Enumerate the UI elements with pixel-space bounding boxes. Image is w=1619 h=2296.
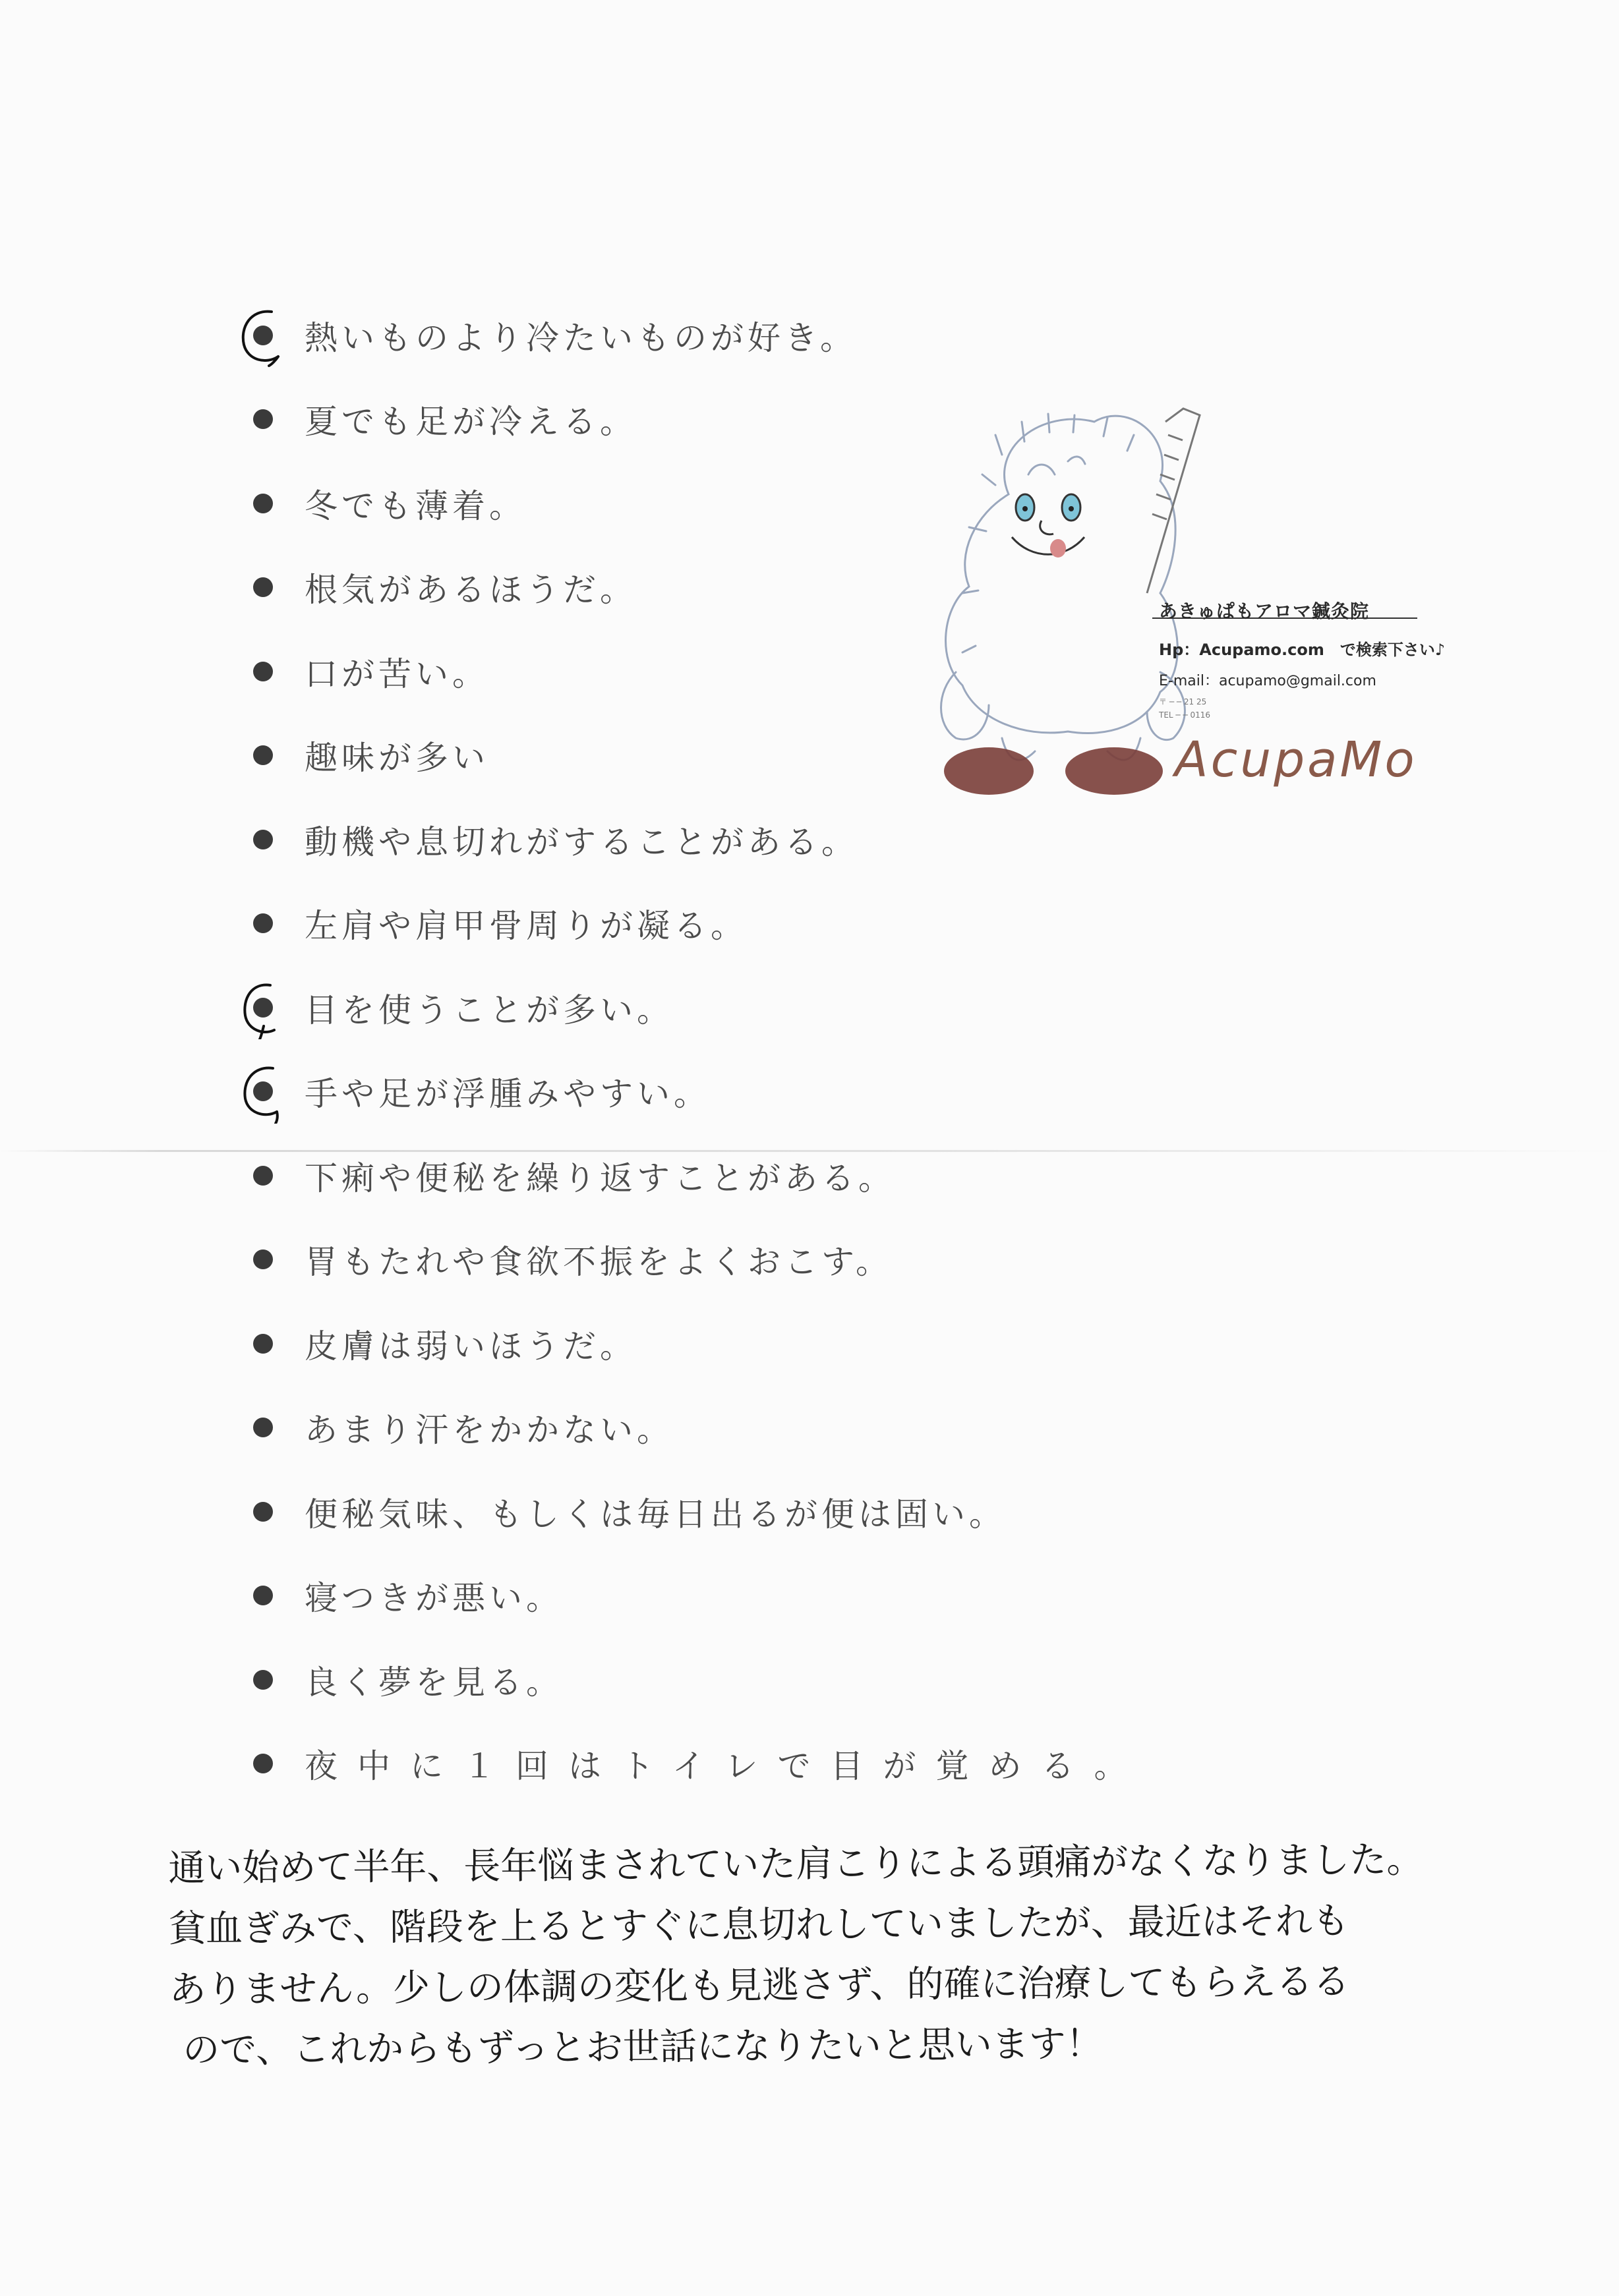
bullet-icon [253, 1418, 273, 1437]
checklist-item-text: 動機や息切れがすることがある。 [305, 822, 858, 861]
brand-logo-text: AcupaMo [1175, 732, 1417, 788]
shop-website: Hp：Acupamo.com で検索下さい♪ [1159, 641, 1446, 659]
hand-drawn-circle-mark [237, 308, 293, 367]
bullet-icon [253, 1166, 273, 1186]
shop-email: E-mail：acupamo@gmail.com [1159, 673, 1376, 689]
testimonial-line: 貧血ぎみで、階段を上るとすぐに息切れしていましたが、最近はそれも [168, 1899, 1350, 1951]
checklist-item [250, 1554, 1239, 1638]
bullet-icon [253, 830, 273, 849]
checklist-item-text: 目を使うことが多い。 [305, 990, 674, 1029]
bullet-icon [253, 662, 273, 681]
checklist-item-text: 左肩や肩甲骨周りが凝る。 [305, 907, 748, 946]
checklist-item-text: 趣味が多い [305, 739, 489, 778]
checklist-item-text: 冬でも薄着。 [305, 486, 526, 525]
checklist-item [250, 293, 1239, 378]
checklist-item-text: 夜中に１回はトイレで目が覚める。 [305, 1747, 1147, 1786]
checklist-item [250, 1722, 1239, 1806]
checklist-item [250, 965, 1239, 1050]
testimonial-line: ありません。少しの体調の変化も見逃さず、的確に治療してもらえるる [169, 1960, 1350, 2011]
checklist-item-text: あまり汗をかかない。 [305, 1411, 674, 1450]
bullet-icon [253, 1754, 273, 1773]
checklist-item-text: 便秘気味、もしくは毎日出るが便は固い。 [305, 1495, 1006, 1534]
checklist-item [250, 1218, 1239, 1302]
bullet-icon [253, 409, 273, 429]
bullet-icon [253, 1586, 273, 1605]
checklist-item [250, 1134, 1239, 1218]
checklist-item-text: 良く夢を見る。 [305, 1663, 563, 1702]
hand-drawn-circle-mark [237, 1064, 293, 1124]
shop-name: あきゅぱもアロマ鍼灸院 [1159, 600, 1370, 622]
shop-phone: TEL ─ ─ 0116 [1159, 710, 1211, 720]
checklist-item [250, 1050, 1239, 1134]
testimonial-line: 通い始めて半年、長年悩まされていた肩こりによる頭痛がなくなりました。 [168, 1838, 1424, 1890]
bullet-icon [253, 494, 273, 513]
checklist-item-text: 寝つきが悪い。 [305, 1579, 563, 1618]
checklist-item [250, 1638, 1239, 1722]
checklist-item-text: 手や足が浮腫みやすい。 [305, 1075, 711, 1114]
bullet-icon [253, 745, 273, 765]
checklist-item [250, 882, 1239, 966]
checklist-item [250, 1302, 1239, 1386]
handwritten-testimonial [168, 1829, 1462, 2081]
checklist-item-text: 口が苦い。 [305, 654, 489, 693]
checklist-item-text: 皮膚は弱いほうだ。 [305, 1327, 637, 1365]
checklist-item-text: 熱いものより冷たいものが好き。 [305, 318, 857, 357]
bullet-icon [253, 913, 273, 933]
bullet-icon [253, 1334, 273, 1354]
checklist-item [250, 1386, 1239, 1470]
testimonial-line: ので、これからもずっとお世話になりたいと思います！ [183, 2023, 1103, 2072]
checklist-item-text: 根気があるほうだ。 [305, 571, 637, 610]
hand-drawn-circle-mark [237, 980, 293, 1039]
bullet-icon [253, 1502, 273, 1522]
shop-address: 〒 ─ ─ 21 25 [1159, 697, 1207, 706]
bullet-icon [253, 1249, 273, 1269]
checklist-item-text: 胃もたれや食欲不振をよくおこす。 [305, 1243, 893, 1282]
bullet-icon [253, 1670, 273, 1690]
checklist-item-text: 下痢や便秘を繰り返すことがある。 [305, 1159, 895, 1197]
bullet-icon [253, 577, 273, 597]
checklist-item-text: 夏でも足が冷える。 [305, 403, 637, 442]
checklist-item [250, 1470, 1239, 1554]
